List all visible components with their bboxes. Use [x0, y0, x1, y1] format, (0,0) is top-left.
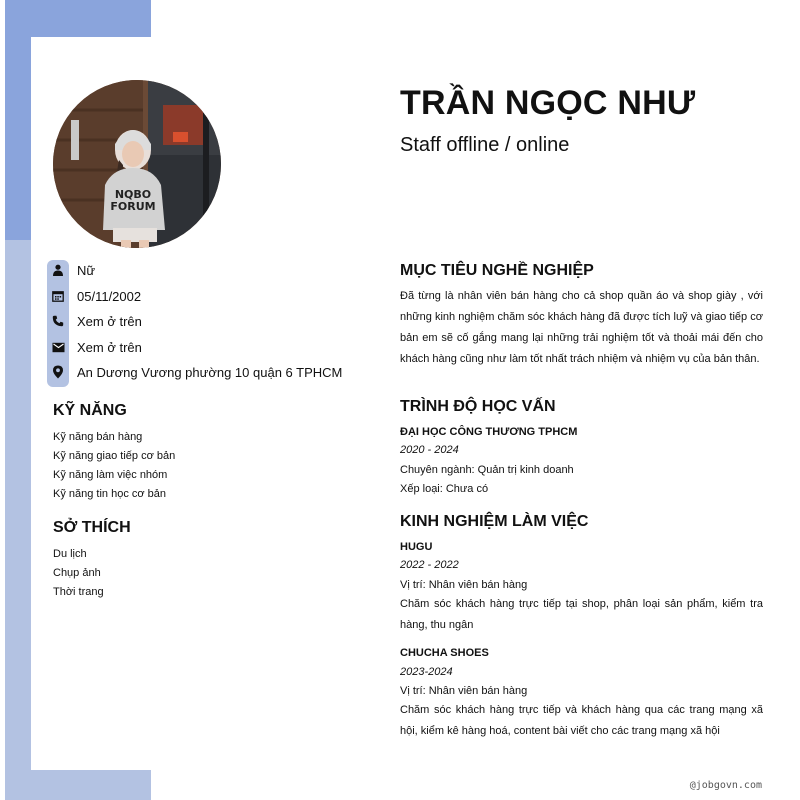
- skills-heading: KỸ NĂNG: [53, 402, 127, 419]
- hobby-item: Chụp ảnh: [53, 567, 101, 579]
- birthday-text: 05/11/2002: [77, 288, 142, 304]
- shirt-text-line1: NQBO: [114, 188, 152, 201]
- education-grade: Xếp loại: Chưa có: [400, 483, 489, 495]
- person-icon: [47, 259, 69, 281]
- phone-icon: [47, 310, 69, 332]
- candidate-name: TRẦN NGỌC NHƯ: [400, 84, 696, 122]
- skill-item: Kỹ năng giao tiếp cơ bản: [53, 450, 176, 462]
- job-company: CHUCHA SHOES: [400, 647, 489, 659]
- footer-watermark: @jobgovn.com: [689, 780, 762, 791]
- education-major: Chuyên ngành: Quản trị kinh doanh: [400, 464, 574, 476]
- job-description: Chăm sóc khách hàng trực tiếp tại shop, phân loại sản phẩm, kiểm tra hàng, thu ngân: [400, 598, 763, 631]
- skill-item: Kỹ năng làm việc nhóm: [53, 469, 168, 481]
- job-position: Vị trí: Nhân viên bán hàng: [400, 685, 528, 697]
- education-period: 2020 - 2024: [400, 444, 459, 456]
- phone-text: Xem ở trên: [77, 313, 142, 329]
- address-text: An Dương Vương phường 10 quận 6 TPHCM: [77, 364, 343, 380]
- contact-gender: [47, 259, 95, 281]
- job-period: 2023-2024: [400, 666, 453, 678]
- shirt-text-line2: FORUM: [110, 200, 156, 213]
- gender-text: Nữ: [77, 262, 96, 278]
- job-company: HUGU: [400, 541, 433, 553]
- skill-item: Kỹ năng tin học cơ bản: [53, 488, 167, 500]
- hobby-item: Thời trang: [53, 586, 104, 598]
- contact-phone: [47, 310, 142, 332]
- calendar-icon: [47, 285, 69, 307]
- school-name: ĐẠI HỌC CÔNG THƯƠNG TPHCM: [400, 426, 578, 438]
- skill-item: Kỹ năng bán hàng: [53, 431, 143, 443]
- email-text: Xem ở trên: [77, 339, 142, 355]
- objective-heading: MỤC TIÊU NGHỀ NGHIỆP: [400, 262, 594, 279]
- contact-email: [47, 336, 142, 358]
- profile-photo: [53, 80, 221, 248]
- experience-heading: KINH NGHIỆM LÀM VIỆC: [400, 513, 589, 530]
- mail-icon: [47, 336, 69, 358]
- job-description: Chăm sóc khách hàng trực tiếp và khách hàng qua các trang mạng xã hội, kiểm kê hàng hoá, content bài viết cho các trang mạng xã hội: [400, 704, 763, 737]
- location-pin-icon: [47, 361, 69, 383]
- job-position: Vị trí: Nhân viên bán hàng: [400, 579, 528, 591]
- contact-address: [47, 361, 342, 383]
- contact-birthday: [47, 285, 141, 307]
- hobbies-heading: SỞ THÍCH: [53, 519, 131, 536]
- hobby-item: Du lịch: [53, 548, 87, 560]
- candidate-role: Staff offline / online: [400, 134, 570, 156]
- education-heading: TRÌNH ĐỘ HỌC VẤN: [400, 398, 556, 415]
- job-period: 2022 - 2022: [400, 559, 459, 571]
- objective-text: Đã từng là nhân viên bán hàng cho cả shop quần áo và shop giày , với những kinh nghiệm chăm sóc khách hàng đã được tích luỹ và giao tiếp cơ bản em sẽ cố gắng mang lại những trải nghiệm tốt và thoải mái đến cho khách hàng cũng như làm tốt nhất trách nhiệm và nhiệm vụ của bản thân.: [400, 290, 763, 365]
